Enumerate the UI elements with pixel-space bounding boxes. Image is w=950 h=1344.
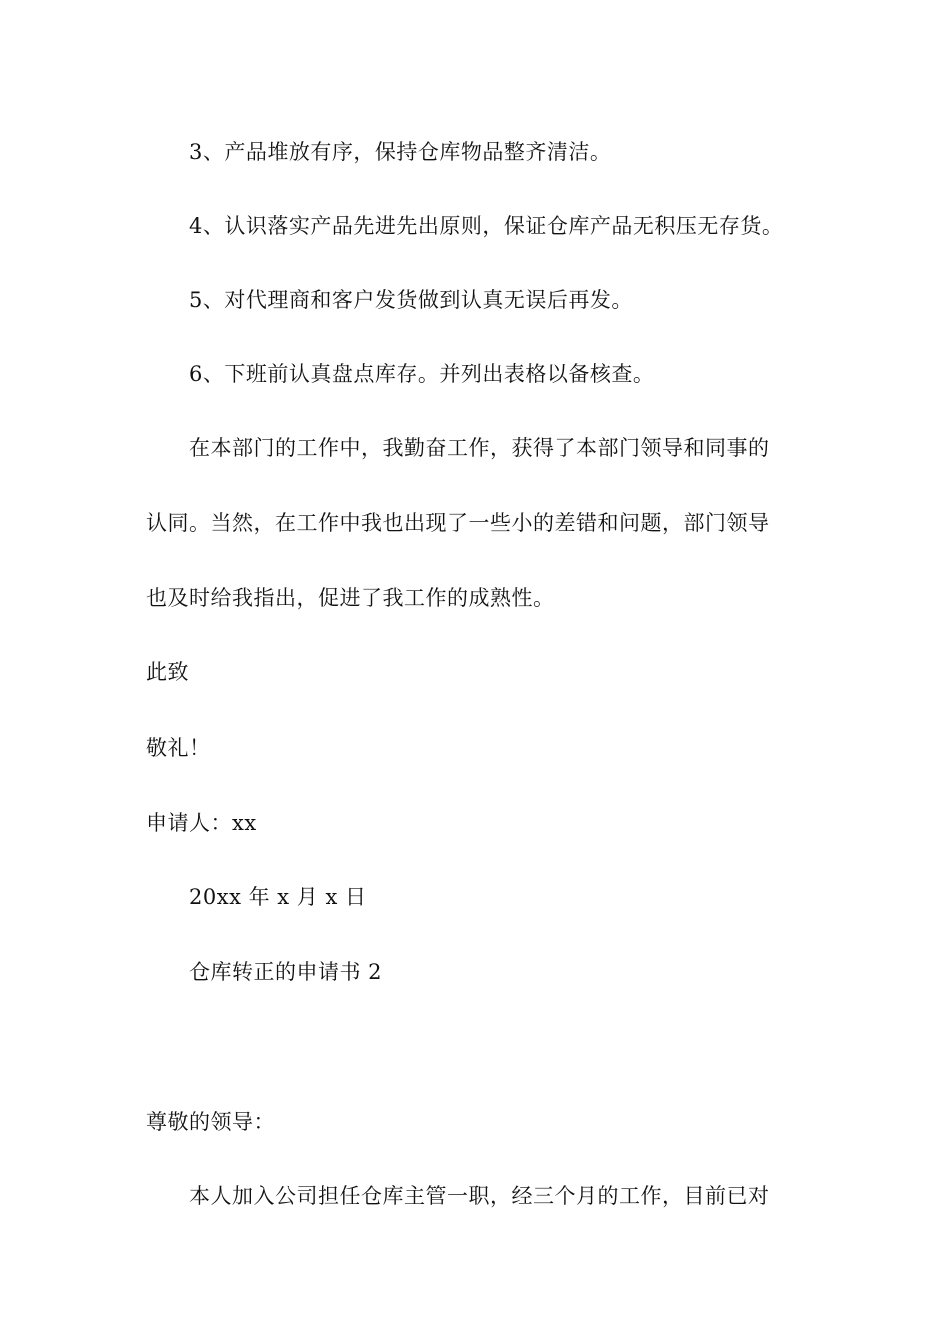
greeting-line: 尊敬的领导： (146, 1110, 275, 1134)
paragraph-1-line-3: 也及时给我指出，促进了我工作的成熟性。 (146, 586, 555, 610)
paragraph-1-line-1: 在本部门的工作中，我勤奋工作，获得了本部门领导和同事的 (189, 436, 770, 460)
salute-text: 敬礼！ (146, 736, 211, 760)
paragraph-2-line-1: 本人加入公司担任仓库主管一职，经三个月的工作，目前已对 (189, 1184, 770, 1208)
closing-text: 此致 (146, 660, 189, 684)
section-title: 仓库转正的申请书 2 (189, 960, 383, 984)
list-item-4: 4、认识落实产品先进先出原则，保证仓库产品无积压无存货。 (189, 214, 784, 238)
applicant-line: 申请人：xx (146, 811, 257, 835)
list-item-5: 5、对代理商和客户发货做到认真无误后再发。 (189, 288, 633, 312)
paragraph-1-line-2: 认同。当然，在工作中我也出现了一些小的差错和问题，部门领导 (146, 511, 770, 535)
list-item-6: 6、下班前认真盘点库存。并列出表格以备核查。 (189, 362, 655, 386)
list-item-3: 3、产品堆放有序，保持仓库物品整齐清洁。 (189, 140, 612, 164)
date-line: 20xx 年 x 月 x 日 (189, 885, 367, 909)
